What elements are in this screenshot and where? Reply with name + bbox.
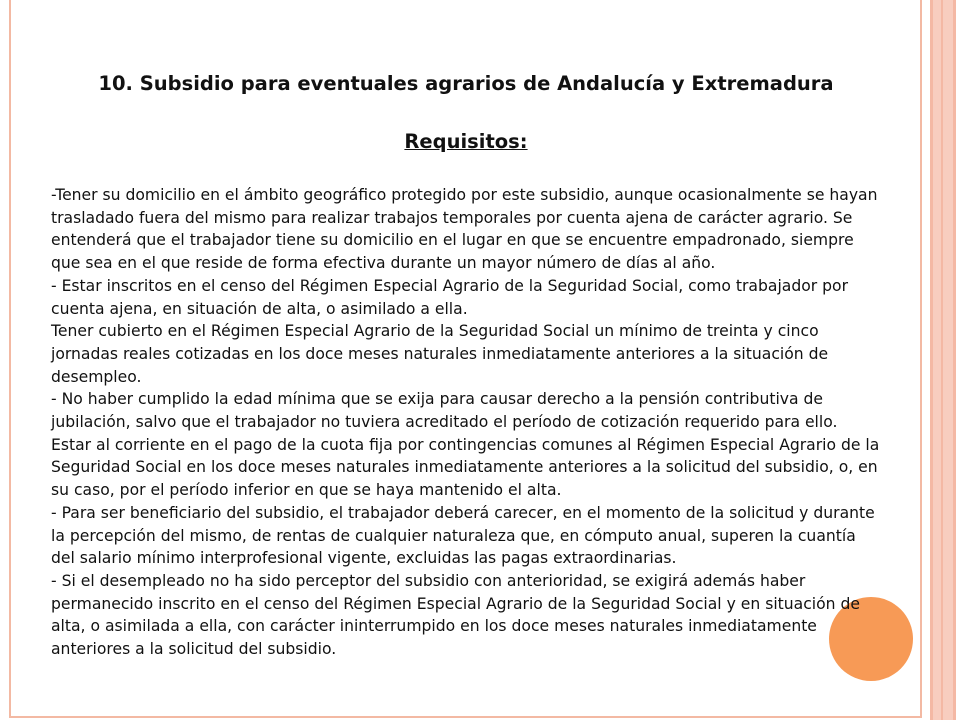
slide-title: 10. Subsidio para eventuales agrarios de Andalucía y Extremadura [98, 72, 834, 95]
decorative-stripe [953, 0, 956, 720]
requirement-paragraph: Tener cubierto en el Régimen Especial Agrario de la Seguridad Social un mínimo de treinta y cinco jornadas reales cotizadas en los doce meses naturales inmediatamente anteriores a la situación de desempleo. [51, 322, 829, 386]
requirements-text [51, 184, 883, 661]
section-heading: Requisitos: [404, 130, 528, 153]
requirement-paragraph: - Si el desempleado no ha sido perceptor del subsidio con anterioridad, se exigirá además haber permanecido inscrito en el censo del Régimen Especial Agrario de la Seguridad Social y en situación de alta, o asimilada a ella, con carácter ininterrumpido en los doce meses naturales inmediatamente anteriores a la solicitud del subsidio. [51, 571, 860, 659]
requirement-paragraph: - No haber cumplido la edad mínima que se exija para causar derecho a la pensión contributiva de jubilación, salvo que el trabajador no tuviera acreditado el período de cotización requerido para ello. [51, 390, 838, 432]
requirement-paragraph: - Estar inscritos en el censo del Régimen Especial Agrario de la Seguridad Social, como trabajador por cuenta ajena, en situación de alta, o asimilado a ella. [51, 276, 848, 318]
requirement-paragraph: Estar al corriente en el pago de la cuota fija por contingencias comunes al Régimen Especial Agrario de la Seguridad Social en los doce meses naturales inmediatamente anteriores a la solicitud del subsidio, o, en su caso, por el período inferior en que se haya mantenido el alta. [51, 435, 880, 500]
requirement-paragraph: - Para ser beneficiario del subsidio, el trabajador deberá carecer, en el momento de la solicitud y durante la percepción del mismo, de rentas de cualquier naturaleza que, en cómputo anual, superen la cuantía del salario mínimo interprofesional vigente, excluidas las pagas extraordinarias. [51, 503, 875, 568]
requirement-paragraph: -Tener su domicilio en el ámbito geográfico protegido por este subsidio, aunque ocasionalmente se hayan trasladado fuera del mismo para realizar trabajos temporales por cuenta ajena de carácter agrario. Se entenderá que el trabajador tiene su domicilio en el lugar en que se encuentre empadronado, siempre que sea en el que reside de forma efectiva durante un mayor número de días al año. [51, 186, 878, 273]
decorative-stripe [930, 0, 933, 720]
decorative-stripe [941, 0, 943, 720]
